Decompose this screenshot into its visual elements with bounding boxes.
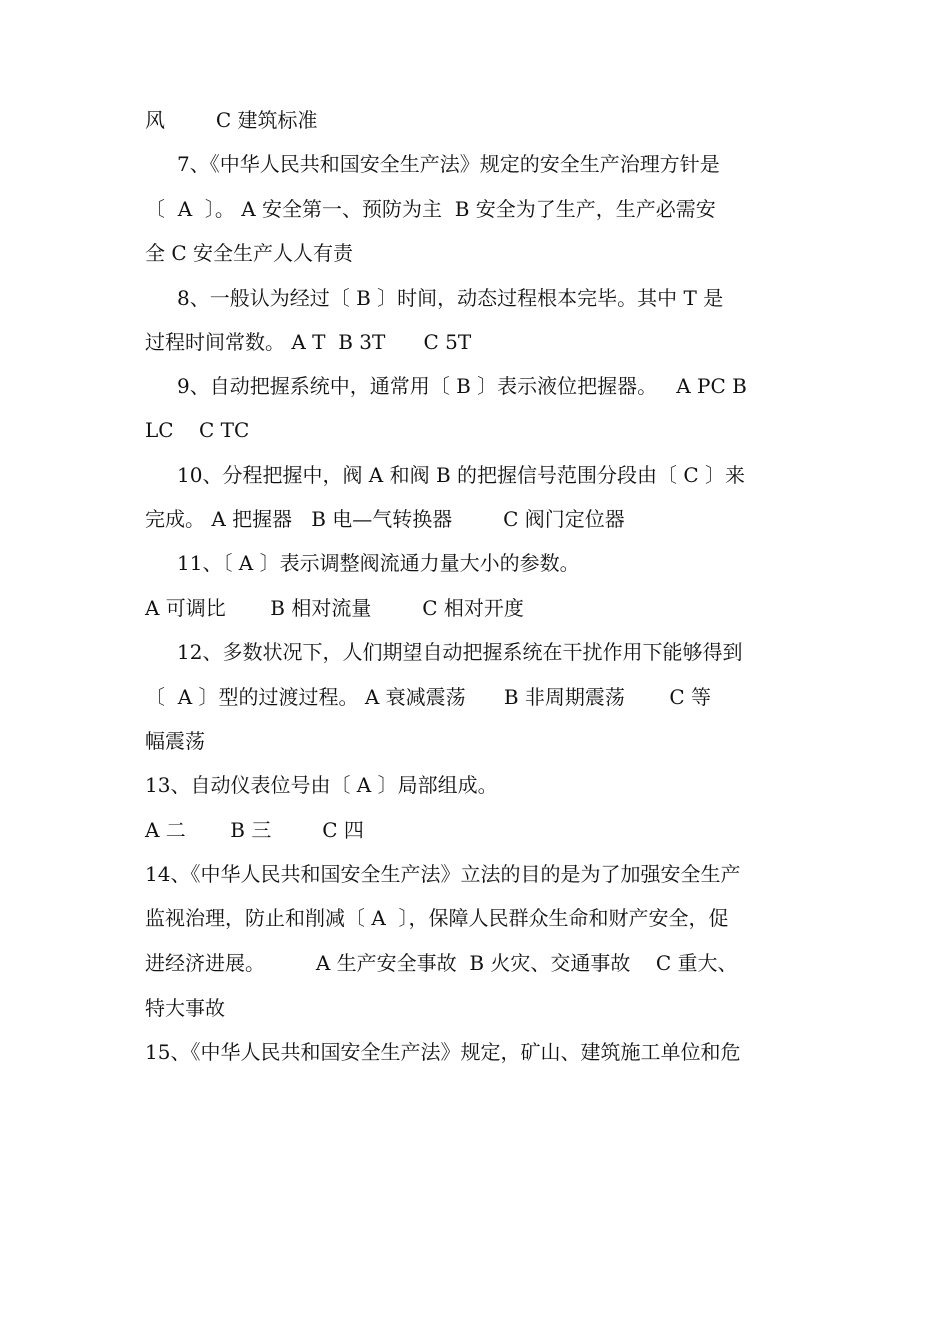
text-line: 完成。 A 把握器 B 电—气转换器 C 阀门定位器 bbox=[145, 507, 625, 531]
question-15: 15、《中华人民共和国安全生产法》规定，矿山、建筑施工单位和危 bbox=[145, 1040, 741, 1064]
question-8: 8、一般认为经过〔 B 〕时间，动态过程根本完毕。其中 T 是 bbox=[177, 286, 724, 310]
text-line: LC C TC bbox=[145, 418, 250, 442]
question-11: 11、〔 A 〕表示调整阀流通力量大小的参数。 bbox=[177, 551, 580, 575]
text-line: 〔 A 〕。 A 安全第一、预防为主 B 安全为了生产，生产必需安 bbox=[145, 197, 716, 221]
text-line: 风 C 建筑标准 bbox=[145, 108, 318, 132]
text-line: 〔 A 〕型的过渡过程。 A 衰减震荡 B 非周期震荡 C 等 bbox=[145, 685, 712, 709]
text-line: 过程时间常数。 A T B 3T C 5T bbox=[145, 330, 472, 354]
question-14: 14、《中华人民共和国安全生产法》立法的目的是为了加强安全生产 bbox=[145, 862, 741, 886]
question-10: 10、分程把握中，阀 A 和阀 B 的把握信号范围分段由〔 C 〕来 bbox=[177, 463, 746, 487]
question-13: 13、自动仪表位号由〔 A 〕局部组成。 bbox=[145, 773, 498, 797]
text-line: A 可调比 B 相对流量 C 相对开度 bbox=[145, 596, 524, 620]
text-line: 特大事故 bbox=[145, 996, 225, 1020]
text-line: 幅震荡 bbox=[145, 729, 205, 753]
text-line: 监视治理，防止和削减〔 A 〕，保障人民群众生命和财产安全，促 bbox=[145, 906, 729, 930]
text-line: A 二 B 三 C 四 bbox=[145, 818, 364, 842]
question-12: 12、多数状况下，人们期望自动把握系统在干扰作用下能够得到 bbox=[177, 640, 743, 664]
text-line: 全 C 安全生产人人有责 bbox=[145, 241, 354, 265]
question-9: 9、自动把握系统中，通常用〔 B 〕表示液位把握器。 A PC B bbox=[177, 374, 747, 398]
text-line: 进经济进展。 A 生产安全事故 B 火灾、交通事故 C 重大、 bbox=[145, 951, 738, 975]
question-7: 7、《中华人民共和国安全生产法》规定的安全生产治理方针是 bbox=[177, 152, 720, 176]
